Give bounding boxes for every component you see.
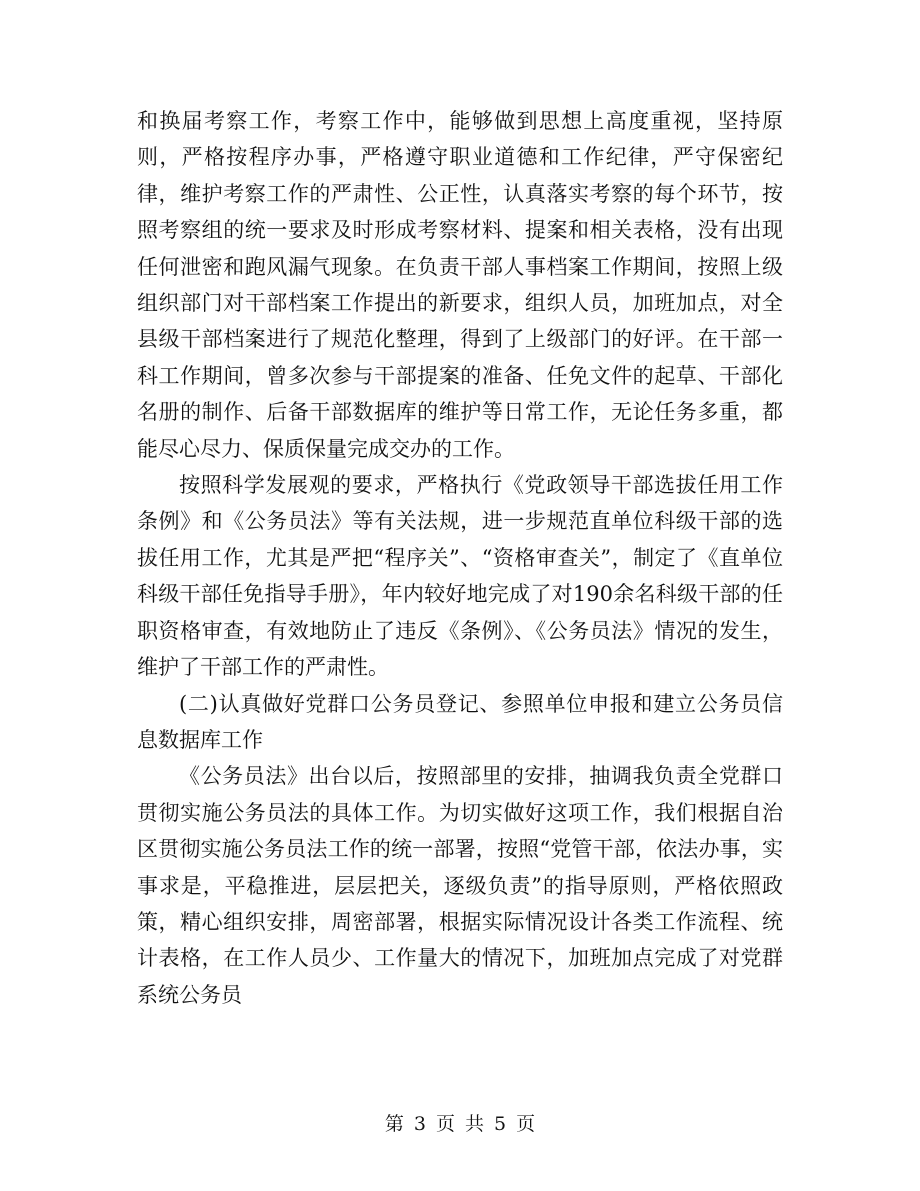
footer-page-prefix: 第: [384, 1113, 404, 1135]
paragraph-selection-appointment: 按照科学发展观的要求，严格执行《党政领导干部选拔任用工作条例》和《公务员法》等有关法规，进一步规范直单位科级干部的选拔任用工作，尤其是严把“程序关”、“资格审查关”，制定了《直单位科级干部任免指导手册》，年内较好地完成了对190余名科级干部的任职资格审查，有效地防止了违反《条例》、《公务员法》情况的发生，维护了干部工作的严肃性。: [137, 473, 783, 680]
document-body: [137, 103, 783, 1013]
section-heading-civil-servant-registration: (二)认真做好党群口公务员登记、参照单位申报和建立公务员信息数据库工作: [137, 691, 783, 752]
paragraph-continuation: 和换届考察工作，考察工作中，能够做到思想上高度重视，坚持原则，严格按程序办事，严格遵守职业道德和工作纪律，严守保密纪律，维护考察工作的严肃性、公正性，认真落实考察的每个环节，按照考察组的统一要求及时形成考察材料、提案和相关表格，没有出现任何泄密和跑风漏气现象。在负责干部人事档案工作期间，按照上级组织部门对干部档案工作提出的新要求，组织人员，加班加点，对全县级干部档案进行了规范化整理，得到了上级部门的好评。在干部一科工作期间，曾多次参与干部提案的准备、任免文件的起草、干部化名册的制作、后备干部数据库的维护等日常工作，无论任务多重，都能尽心尽力、保质保量完成交办的工作。: [137, 109, 783, 461]
footer-total-page-label: 页: [516, 1113, 536, 1135]
footer-page-label: 页: [435, 1113, 455, 1135]
footer-page-number: 3: [413, 1113, 426, 1135]
paragraph-civil-servant-law: 《公务员法》出台以后，按照部里的安排，抽调我负责全党群口贯彻实施公务员法的具体工作。为切实做好这项工作，我们根据自治区贯彻实施公务员法工作的统一部署，按照“党管干部，依法办事，实事求是，平稳推进，层层把关，逐级负责”的指导原则，严格依照政策，精心组织安排，周密部署，根据实际情况设计各类工作流程、统计表格，在工作人员少、工作量大的情况下，加班加点完成了对党群系统公务员: [137, 764, 783, 1007]
footer-total-label: 共: [465, 1113, 485, 1135]
footer-total-pages: 5: [494, 1113, 507, 1135]
page-footer: [0, 1112, 920, 1136]
